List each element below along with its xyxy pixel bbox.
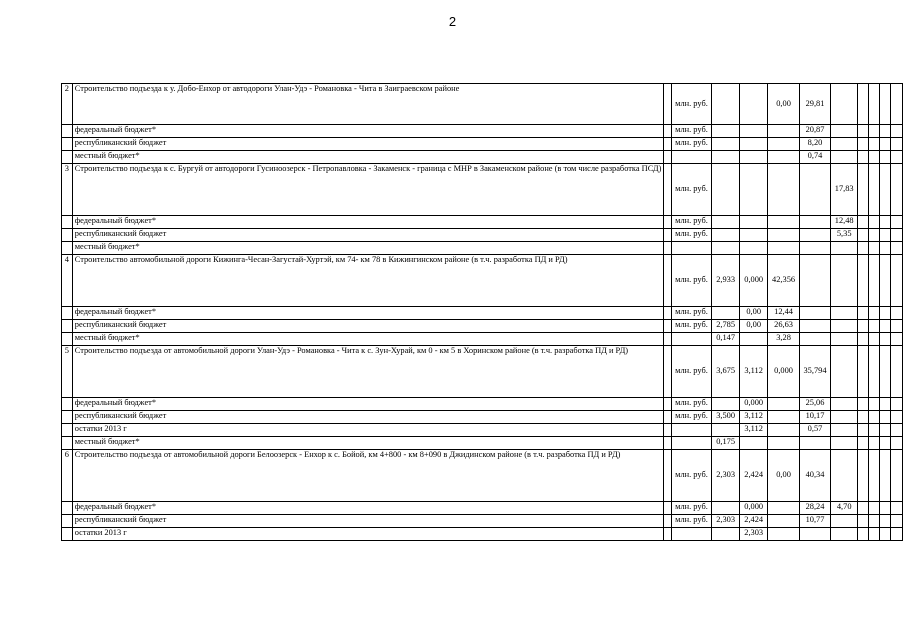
unit-cell: млн. руб. — [671, 255, 711, 307]
spacer-cell — [664, 502, 672, 515]
value-cell — [858, 84, 869, 125]
value-cell: 10,17 — [799, 411, 830, 424]
value-cell — [880, 320, 891, 333]
project-row — [62, 164, 905, 216]
value-cell — [880, 255, 891, 307]
value-cell — [831, 307, 858, 320]
value-cell — [858, 437, 869, 450]
value-cell — [891, 502, 902, 515]
row-number-cell — [62, 424, 73, 437]
value-cell — [858, 424, 869, 437]
row-number-cell — [62, 242, 73, 255]
spacer-cell — [664, 346, 672, 398]
value-cell — [799, 333, 830, 346]
value-cell: 2,303 — [740, 528, 768, 541]
value-cell — [891, 216, 902, 229]
value-cell — [712, 84, 740, 125]
unit-cell — [671, 528, 711, 541]
value-cell — [869, 138, 880, 151]
description-cell: республиканский бюджет — [72, 320, 664, 333]
spacer-cell — [664, 398, 672, 411]
row-number-cell: 4 — [62, 255, 73, 307]
value-cell: 0,000 — [740, 398, 768, 411]
row-number-cell — [62, 229, 73, 242]
value-cell — [740, 242, 768, 255]
value-cell: 25,06 — [799, 398, 830, 411]
value-cell — [740, 151, 768, 164]
value-cell: 29,81 — [799, 84, 830, 125]
value-cell — [858, 502, 869, 515]
spacer-cell — [664, 138, 672, 151]
value-cell — [831, 411, 858, 424]
description-cell: Строительство подъезда от автомобильной дороги Белоозерск - Енхор к с. Бойой, км 4+800 - км 8+090 в Джидинском районе (в т.ч. разработка ПД и РД) — [72, 450, 664, 502]
value-cell: 3,675 — [712, 346, 740, 398]
value-cell — [869, 242, 880, 255]
value-cell: 12,44 — [768, 307, 800, 320]
value-cell — [880, 151, 891, 164]
value-cell — [768, 151, 800, 164]
value-cell: 2,303 — [712, 450, 740, 502]
value-cell: 2,303 — [712, 515, 740, 528]
spacer-cell — [664, 307, 672, 320]
value-cell: 5,35 — [831, 229, 858, 242]
value-cell — [768, 216, 800, 229]
spacer-cell — [664, 164, 672, 216]
row-number-cell — [62, 320, 73, 333]
spacer-cell — [664, 255, 672, 307]
value-cell — [831, 424, 858, 437]
value-cell — [858, 164, 869, 216]
value-cell — [831, 437, 858, 450]
value-cell — [891, 398, 902, 411]
description-cell: местный бюджет* — [72, 333, 664, 346]
value-cell — [891, 411, 902, 424]
value-cell — [831, 84, 858, 125]
spacer-cell — [664, 515, 672, 528]
value-cell: 3,112 — [740, 346, 768, 398]
row-number-cell — [62, 515, 73, 528]
budget-source-row — [62, 320, 905, 333]
unit-cell: млн. руб. — [671, 398, 711, 411]
value-cell — [768, 242, 800, 255]
row-number-cell: 2 — [62, 84, 73, 125]
description-cell: федеральный бюджет* — [72, 502, 664, 515]
unit-cell — [671, 424, 711, 437]
budget-source-row — [62, 125, 905, 138]
value-cell — [880, 307, 891, 320]
unit-cell — [671, 437, 711, 450]
unit-cell: млн. руб. — [671, 515, 711, 528]
value-cell — [869, 229, 880, 242]
value-cell — [891, 242, 902, 255]
value-cell — [869, 528, 880, 541]
value-cell: 2,424 — [740, 450, 768, 502]
spacer-cell — [664, 216, 672, 229]
unit-cell: млн. руб. — [671, 502, 711, 515]
value-cell — [858, 229, 869, 242]
unit-cell: млн. руб. — [671, 346, 711, 398]
spacer-cell — [664, 450, 672, 502]
value-cell — [831, 255, 858, 307]
value-cell — [858, 255, 869, 307]
spacer-cell — [664, 424, 672, 437]
description-cell: местный бюджет* — [72, 151, 664, 164]
value-cell — [858, 138, 869, 151]
description-cell: федеральный бюджет* — [72, 125, 664, 138]
value-cell — [869, 125, 880, 138]
project-row — [62, 346, 905, 398]
value-cell — [880, 437, 891, 450]
row-number-cell — [62, 398, 73, 411]
budget-source-row — [62, 151, 905, 164]
value-cell — [712, 216, 740, 229]
value-cell — [880, 164, 891, 216]
value-cell — [858, 346, 869, 398]
value-cell — [858, 307, 869, 320]
row-number-cell: 5 — [62, 346, 73, 398]
value-cell — [799, 242, 830, 255]
value-cell — [831, 528, 858, 541]
value-cell — [712, 242, 740, 255]
value-cell: 3,28 — [768, 333, 800, 346]
value-cell — [831, 320, 858, 333]
row-number-cell — [62, 528, 73, 541]
budget-source-row — [62, 138, 905, 151]
unit-cell — [671, 151, 711, 164]
value-cell — [831, 346, 858, 398]
value-cell — [869, 255, 880, 307]
row-number-cell — [62, 437, 73, 450]
value-cell — [891, 84, 902, 125]
value-cell: 0,147 — [712, 333, 740, 346]
row-number-cell — [62, 216, 73, 229]
value-cell — [858, 515, 869, 528]
unit-cell — [671, 333, 711, 346]
budget-source-row — [62, 528, 905, 541]
value-cell — [880, 424, 891, 437]
value-cell: 3,112 — [740, 424, 768, 437]
value-cell — [799, 229, 830, 242]
description-cell: республиканский бюджет — [72, 138, 664, 151]
description-cell: федеральный бюджет* — [72, 216, 664, 229]
description-cell: остатки 2013 г — [72, 424, 664, 437]
value-cell — [891, 151, 902, 164]
value-cell — [869, 450, 880, 502]
value-cell — [869, 424, 880, 437]
budget-source-row — [62, 398, 905, 411]
value-cell: 42,356 — [768, 255, 800, 307]
description-cell: федеральный бюджет* — [72, 398, 664, 411]
value-cell — [880, 515, 891, 528]
value-cell — [712, 424, 740, 437]
value-cell — [740, 333, 768, 346]
spacer-cell — [664, 320, 672, 333]
value-cell — [891, 333, 902, 346]
value-cell — [869, 320, 880, 333]
value-cell — [880, 411, 891, 424]
value-cell: 0,00 — [740, 320, 768, 333]
value-cell — [712, 398, 740, 411]
description-cell: республиканский бюджет — [72, 411, 664, 424]
value-cell: 2,785 — [712, 320, 740, 333]
value-cell: 4,70 — [831, 502, 858, 515]
value-cell — [799, 255, 830, 307]
description-cell: республиканский бюджет — [72, 515, 664, 528]
value-cell — [858, 242, 869, 255]
value-cell — [831, 333, 858, 346]
value-cell — [858, 333, 869, 346]
value-cell — [869, 411, 880, 424]
value-cell: 12,48 — [831, 216, 858, 229]
unit-cell: млн. руб. — [671, 307, 711, 320]
row-number-cell: 3 — [62, 164, 73, 216]
unit-cell — [671, 242, 711, 255]
budget-source-row — [62, 515, 905, 528]
value-cell — [712, 125, 740, 138]
value-cell — [891, 424, 902, 437]
value-cell — [858, 151, 869, 164]
unit-cell: млн. руб. — [671, 229, 711, 242]
value-cell — [768, 164, 800, 216]
budget-source-row — [62, 502, 905, 515]
description-cell: местный бюджет* — [72, 242, 664, 255]
value-cell: 26,63 — [768, 320, 800, 333]
value-cell: 2,933 — [712, 255, 740, 307]
unit-cell: млн. руб. — [671, 411, 711, 424]
value-cell — [831, 138, 858, 151]
spacer-cell — [664, 229, 672, 242]
value-cell — [740, 84, 768, 125]
value-cell — [858, 320, 869, 333]
value-cell: 0,00 — [768, 450, 800, 502]
value-cell: 3,500 — [712, 411, 740, 424]
value-cell — [858, 216, 869, 229]
budget-table — [61, 83, 905, 541]
value-cell — [858, 411, 869, 424]
value-cell — [869, 307, 880, 320]
budget-source-row — [62, 216, 905, 229]
spacer-cell — [664, 84, 672, 125]
description-cell: Строительство подъезда от автомобильной дороги Улан-Удэ - Романовка - Чита к с. Зун-Хурай, км 0 - км 5 в Хоринском районе (в т.ч. разработка ПД и РД) — [72, 346, 664, 398]
row-number-cell — [62, 502, 73, 515]
value-cell — [799, 307, 830, 320]
value-cell — [768, 502, 800, 515]
value-cell — [891, 515, 902, 528]
spacer-cell — [664, 242, 672, 255]
value-cell — [858, 450, 869, 502]
value-cell — [768, 437, 800, 450]
value-cell — [891, 307, 902, 320]
value-cell: 0,74 — [799, 151, 830, 164]
value-cell — [768, 528, 800, 541]
value-cell — [891, 164, 902, 216]
value-cell — [880, 125, 891, 138]
value-cell: 40,34 — [799, 450, 830, 502]
value-cell — [831, 515, 858, 528]
unit-cell: млн. руб. — [671, 138, 711, 151]
unit-cell: млн. руб. — [671, 320, 711, 333]
value-cell: 3,112 — [740, 411, 768, 424]
description-cell: Строительство автомобильной дороги Кижинга-Чесан-Загустай-Хуртэй, км 74- км 78 в Кижингинском районе (в т.ч. разработка ПД и РД) — [72, 255, 664, 307]
value-cell — [869, 346, 880, 398]
value-cell — [799, 164, 830, 216]
value-cell — [880, 242, 891, 255]
unit-cell: млн. руб. — [671, 164, 711, 216]
value-cell — [740, 138, 768, 151]
value-cell — [891, 320, 902, 333]
value-cell: 0,175 — [712, 437, 740, 450]
value-cell: 8,20 — [799, 138, 830, 151]
value-cell — [891, 229, 902, 242]
value-cell — [880, 346, 891, 398]
value-cell — [799, 437, 830, 450]
value-cell — [712, 528, 740, 541]
value-cell — [712, 502, 740, 515]
spacer-cell — [664, 333, 672, 346]
value-cell — [880, 528, 891, 541]
value-cell — [740, 229, 768, 242]
value-cell — [869, 398, 880, 411]
value-cell — [712, 151, 740, 164]
value-cell — [712, 164, 740, 216]
row-number-cell — [62, 125, 73, 138]
page-number: 2 — [448, 14, 457, 29]
value-cell — [869, 164, 880, 216]
budget-source-row — [62, 411, 905, 424]
value-cell — [891, 346, 902, 398]
value-cell — [712, 307, 740, 320]
description-cell: местный бюджет* — [72, 437, 664, 450]
spacer-cell — [664, 411, 672, 424]
budget-source-row — [62, 242, 905, 255]
row-number-cell: 6 — [62, 450, 73, 502]
value-cell — [869, 333, 880, 346]
spacer-cell — [664, 528, 672, 541]
value-cell — [891, 138, 902, 151]
budget-source-row — [62, 424, 905, 437]
unit-cell: млн. руб. — [671, 216, 711, 229]
spacer-cell — [664, 437, 672, 450]
value-cell — [799, 320, 830, 333]
value-cell: 20,87 — [799, 125, 830, 138]
row-number-cell — [62, 307, 73, 320]
spacer-cell — [664, 151, 672, 164]
row-number-cell — [62, 151, 73, 164]
value-cell: 28,24 — [799, 502, 830, 515]
budget-source-row — [62, 229, 905, 242]
value-cell — [831, 450, 858, 502]
value-cell — [880, 450, 891, 502]
description-cell: остатки 2013 г — [72, 528, 664, 541]
value-cell — [880, 138, 891, 151]
description-cell: республиканский бюджет — [72, 229, 664, 242]
value-cell — [891, 450, 902, 502]
value-cell — [831, 398, 858, 411]
value-cell — [740, 216, 768, 229]
value-cell: 0,000 — [768, 346, 800, 398]
budget-source-row — [62, 437, 905, 450]
value-cell — [740, 164, 768, 216]
row-number-cell — [62, 411, 73, 424]
value-cell — [799, 216, 830, 229]
value-cell — [880, 84, 891, 125]
value-cell — [768, 138, 800, 151]
value-cell: 0,000 — [740, 255, 768, 307]
value-cell — [869, 515, 880, 528]
project-row — [62, 255, 905, 307]
value-cell — [891, 528, 902, 541]
value-cell — [768, 515, 800, 528]
value-cell — [768, 125, 800, 138]
value-cell — [858, 398, 869, 411]
value-cell — [880, 398, 891, 411]
value-cell — [768, 229, 800, 242]
value-cell: 0,00 — [740, 307, 768, 320]
value-cell — [768, 424, 800, 437]
value-cell — [869, 151, 880, 164]
row-number-cell — [62, 333, 73, 346]
value-cell: 17,83 — [831, 164, 858, 216]
value-cell: 0,000 — [740, 502, 768, 515]
description-cell: Строительство подъезда к с. Бургуй от автодороги Гусиноозерск - Петропавловка - Закаменск - граница с МНР в Закаменском районе (в том числе разработка ПСД) — [72, 164, 664, 216]
value-cell — [869, 84, 880, 125]
value-cell — [880, 502, 891, 515]
value-cell — [768, 411, 800, 424]
value-cell: 35,794 — [799, 346, 830, 398]
description-cell: Строительство подъезда к у. Добо-Енхор от автодороги Улан-Удэ - Романовка - Чита в Заиграевском районе — [72, 84, 664, 125]
value-cell — [880, 333, 891, 346]
value-cell — [891, 125, 902, 138]
value-cell — [831, 125, 858, 138]
value-cell — [831, 242, 858, 255]
value-cell: 0,57 — [799, 424, 830, 437]
value-cell — [858, 125, 869, 138]
unit-cell: млн. руб. — [671, 84, 711, 125]
value-cell — [740, 437, 768, 450]
value-cell — [891, 437, 902, 450]
value-cell — [712, 229, 740, 242]
value-cell — [869, 216, 880, 229]
value-cell — [880, 229, 891, 242]
unit-cell: млн. руб. — [671, 450, 711, 502]
value-cell — [799, 528, 830, 541]
value-cell: 10,77 — [799, 515, 830, 528]
value-cell — [831, 151, 858, 164]
budget-source-row — [62, 307, 905, 320]
value-cell: 2,424 — [740, 515, 768, 528]
value-cell — [891, 255, 902, 307]
value-cell: 0,00 — [768, 84, 800, 125]
unit-cell: млн. руб. — [671, 125, 711, 138]
project-row — [62, 84, 905, 125]
value-cell — [880, 216, 891, 229]
value-cell — [869, 502, 880, 515]
row-number-cell — [62, 138, 73, 151]
description-cell: федеральный бюджет* — [72, 307, 664, 320]
spacer-cell — [664, 125, 672, 138]
project-row — [62, 450, 905, 502]
value-cell — [712, 138, 740, 151]
budget-source-row — [62, 333, 905, 346]
value-cell — [858, 528, 869, 541]
value-cell — [768, 398, 800, 411]
value-cell — [869, 437, 880, 450]
value-cell — [740, 125, 768, 138]
